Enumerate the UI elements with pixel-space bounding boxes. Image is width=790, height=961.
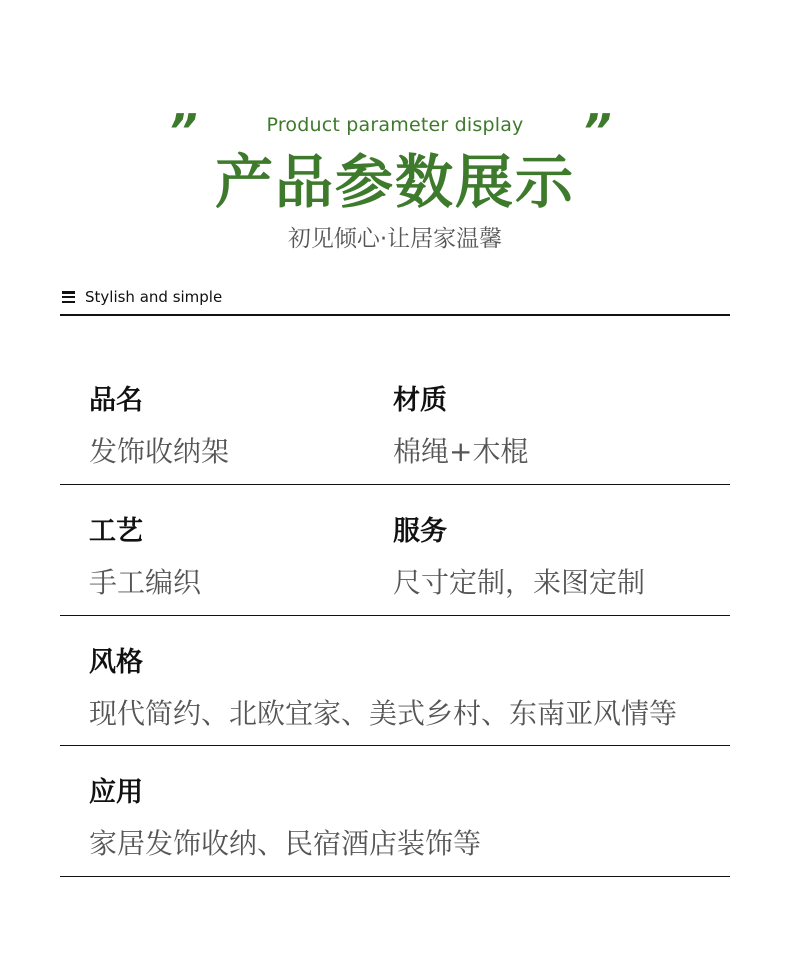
- param-label: 风格: [89, 646, 143, 678]
- header: [0, 104, 790, 268]
- param-label: 工艺: [89, 516, 143, 547]
- param-cell: [89, 515, 201, 601]
- section-label: Stylish and simple: [85, 288, 223, 306]
- slogan: 初见倾心·让居家温馨: [287, 226, 503, 252]
- param-label: 应用: [89, 777, 143, 808]
- param-value: 手工编织: [89, 566, 202, 599]
- param-cell: [89, 776, 481, 862]
- param-row: [60, 746, 730, 877]
- param-value: 发饰收纳架: [89, 435, 230, 468]
- param-cell: [393, 384, 528, 470]
- quote-close-mark: ”: [582, 104, 612, 158]
- param-value: 家居发饰收纳、民宿酒店装饰等: [89, 827, 482, 860]
- parameter-table: [60, 316, 730, 877]
- param-value: 棉绳+木棍: [393, 435, 529, 468]
- param-cell: [89, 384, 229, 470]
- menu-icon: [62, 291, 75, 303]
- param-row: [60, 316, 730, 485]
- param-label: 材质: [393, 385, 447, 416]
- param-value: 现代简约、北欧宜家、美式乡村、东南亚风情等: [89, 696, 678, 730]
- param-row: [60, 616, 730, 747]
- param-label: 服务: [393, 516, 447, 547]
- page-title: 产品参数展示: [214, 148, 575, 216]
- english-subtitle: Product parameter display: [266, 114, 524, 136]
- param-row: [60, 485, 730, 616]
- param-cell: [89, 646, 677, 732]
- quote-open-mark: ”: [168, 104, 198, 158]
- param-cell: [393, 515, 645, 601]
- param-value: 尺寸定制，来图定制: [393, 566, 646, 599]
- section-header: [60, 288, 730, 316]
- param-label: 品名: [89, 385, 143, 416]
